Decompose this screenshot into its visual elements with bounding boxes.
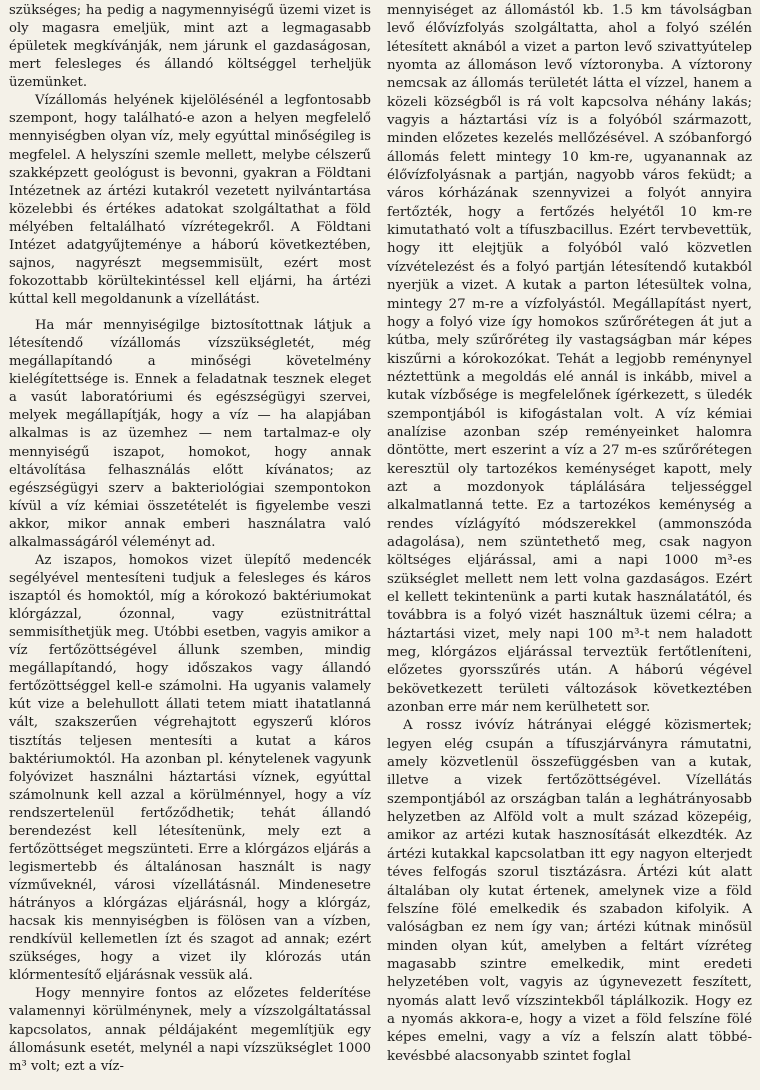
left-text-column [9, 2, 371, 1076]
paragraph: A rossz ivóvíz hátrányai eléggé közismertek; legyen elég csupán a tífuszjárványra rámutatni, amely közvetlenül összefüggésben van a kutak, illetve a vizek fertőzöttségével. Vízellátás szempontjából az országban talán a leghátrányosabb helyzetben az Alföld volt a mult század közepéig, amikor az artézi kutak hasznosítását elkezdték. Az ártézi kutakkal kapcsolatban itt egy nagyon elterjedt téves felfogás szorul tisztázásra. Ártézi kút alatt általában oly kutat értenek, amelynek vize a föld felszíne fölé emelkedik és szabadon kifolyik. A valóságban ez nem így van; ártézi kútnak minősül minden olyan kút, amelyben a feltárt vízréteg magasabb szintre emelkedik, mint eredeti helyzetében volt, vagyis az úgynevezett feszített, nyomás alatt levő vízszintekből táplálkozik. Hogy ez a nyomás akkora-e, hogy a vizet a föld felszíne fölé képes emelni, vagy a víz a felszín alatt többé-kevésbbé alacsonyabb szintet foglal [387, 718, 752, 1064]
paragraph: mennyiséget az állomástól kb. 1.5 km távolságban levő élővízfolyás szolgáltatta, ahol a folyó szélén létesített aknából a vizet a parton levő szivattyútelep nyomta az állomáson levő víztoronyba. A víztorony nemcsak az állomás területét látta el vízzel, hanem a közeli községből is rá volt kapcsolva néhány lakás; vagyis a háztartási víz is a folyóból származott, minden előzetes kezelés mellőzésével. A szóbanforgó állomás felett mintegy 10 km-re, ugyanannak az élővízfolyásnak a partján, nagyobb város feküdt; a város kórházának szennyvizei a folyót annyira fertőzték, hogy a fertőzés helyétől 10 km-re kimutatható volt a tífuszbacillus. Ezért tervbevettük, hogy itt elejtjük a folyóból való közvetlen vízvételezést és a folyó partján létesítendő kutakból nyerjük a vizet. A kutak a parton létesültek volna, mintegy 27 m-re a vízfolyástól. Megállapítást nyert, hogy a folyó vize így homokos szűrőrétegen át jut a kútba, mely szűrőréteg ily vastagságban már képes kiszűrni a kórokozókat. Tehát a legjobb reménynyel néztettünk a megoldás elé annál is inkább, mivel a kutak vízbősége is megfelelőnek ígérkezett, s üledék szempontjából is kifogástalan volt. A víz kémiai analízise azonban szép reményeinket halomra döntötte, mert eszerint a víz a 27 m-es szűrőrétegen keresztül oly tartozékos keménységet kapott, mely azt a mozdonyok táplálására teljességgel alkalmatlanná tette. Ez a tartozékos keménység a rendes vízlágyító módszerekkel (ammonszóda adagolása), nem szüntethető meg, csak nagyon költséges eljárással, ami a napi 1000 m³-es szükséglet mellett nem lett volna gazdaságos. Ezért el kellett tekintenünk a parti kutak használatától, és továbbra is a folyó vizét használtuk üzemi célra; a háztartási vizet, mely napi 100 m³-t nem haladott meg, klórgázos eljárással terveztük fertőtleníteni, előzetes gyorsszűrés után. A háború végével bekövetkezett területi változások következtében azonban erre már nem kerülhetett sor. [387, 3, 752, 716]
right-text-column [387, 2, 752, 1066]
paragraph: szükséges; ha pedig a nagymennyiségű üzemi vizet is oly magasra emeljük, mint azt a legmagasabb épületek megkívánják, nem járunk el gazdaságosan, mert felesleges és állandó költséggel terheljük üzemünket. [9, 3, 371, 91]
paragraph: Az iszapos, homokos vizet ülepítő medencék segélyével mentesíteni tudjuk a felesleges és káros iszaptól és homoktól, míg a kórokozó baktériumokat klórgázzal, ózonnal, vagy ezüstnitráttal semmisíthetjük meg. Utóbbi esetben, vagyis amikor a víz fertőzöttségével állunk szemben, mindig megállapítandó, hogy időszakos vagy állandó fertőzöttséggel kell-e számolni. Ha ugyanis valamely kút vize a belehullott állati tetem miatt ihatatlanná vált, szakszerűen végrehajtott egyszerű klóros tisztítás teljesen mentesíti a kutat a káros baktériumoktól. Ha azonban pl. kénytelenek vagyunk folyóvizet használni háztartási víznek, egyúttal számolnunk kell azzal a körülménnyel, hogy a víz rendszertelenül fertőződhetik; tehát állandó berendezést kell létesítenünk, mely ezt a fertőzöttséget megszünteti. Erre a klórgázos eljárás a legismertebb és általánosan használt is nagy vízműveknél, városi vízellátásnál. Mindenesetre hátrányos a klórgázas eljárásnál, hogy a klórgáz, hacsak kis mennyiségben is fölösen van a vízben, rendkívül kellemetlen ízt és szagot ad annak; ezért szükséges, hogy a vizet ily klórozás után klórmentesítő eljárásnak vessük alá. [9, 552, 371, 984]
paragraph: Ha már mennyiségilge biztosítottnak látjuk a létesítendő vízállomás vízszükségletét, még megállapítandó a minőségi követelmény kielégítettsége is. Ennek a feladatnak tesznek eleget a vasút laboratóriumi és egészségügyi szervei, melyek megállapítják, hogy a víz — ha alapjában alkalmas is az üzemhez — nem tartalmaz-e oly mennyiségű iszapot, homokot, hogy annak eltávolítása felhasználás előtt kívánatos; az egészségügyi szerv a bakteriológiai szempontokon kívül a víz kémiai összetételét is figyelembe veszi akkor, mikor annak emberi használatra való alkalmasságáról véleményt ad. [9, 318, 371, 550]
paragraph: Hogy mennyire fontos az előzetes felderítése valamennyi körülménynek, mely a vízszolgáltatással kapcsolatos, annak példájaként megemlítjük egy állomásunk esetét, melynél a napi vízszükséglet 1000 m³ volt; ezt a víz- [9, 986, 371, 1074]
paragraph: Vízállomás helyének kijelölésénél a legfontosabb szempont, hogy található-e azon a helyen megfelelő mennyiségben olyan víz, mely egyúttal minőségileg is megfelel. A helyszíni szemle mellett, melybe célszerű szakképzett geológust is bevonni, gyakran a Földtani Intézetnek az ártézi kutakról vezetett nyilvántartása közelebbi és értékes adatokat szolgáltathat a föld mélyében feltalálható vízrétegekről. A Földtani Intézet adatgyűjteménye a háború következtében, sajnos, nagyrészt megsemmisült, ezért most fokozottabb körültekintéssel kell eljárni, ha ártézi kúttal kell megoldanunk a vízellátást. [9, 93, 371, 307]
